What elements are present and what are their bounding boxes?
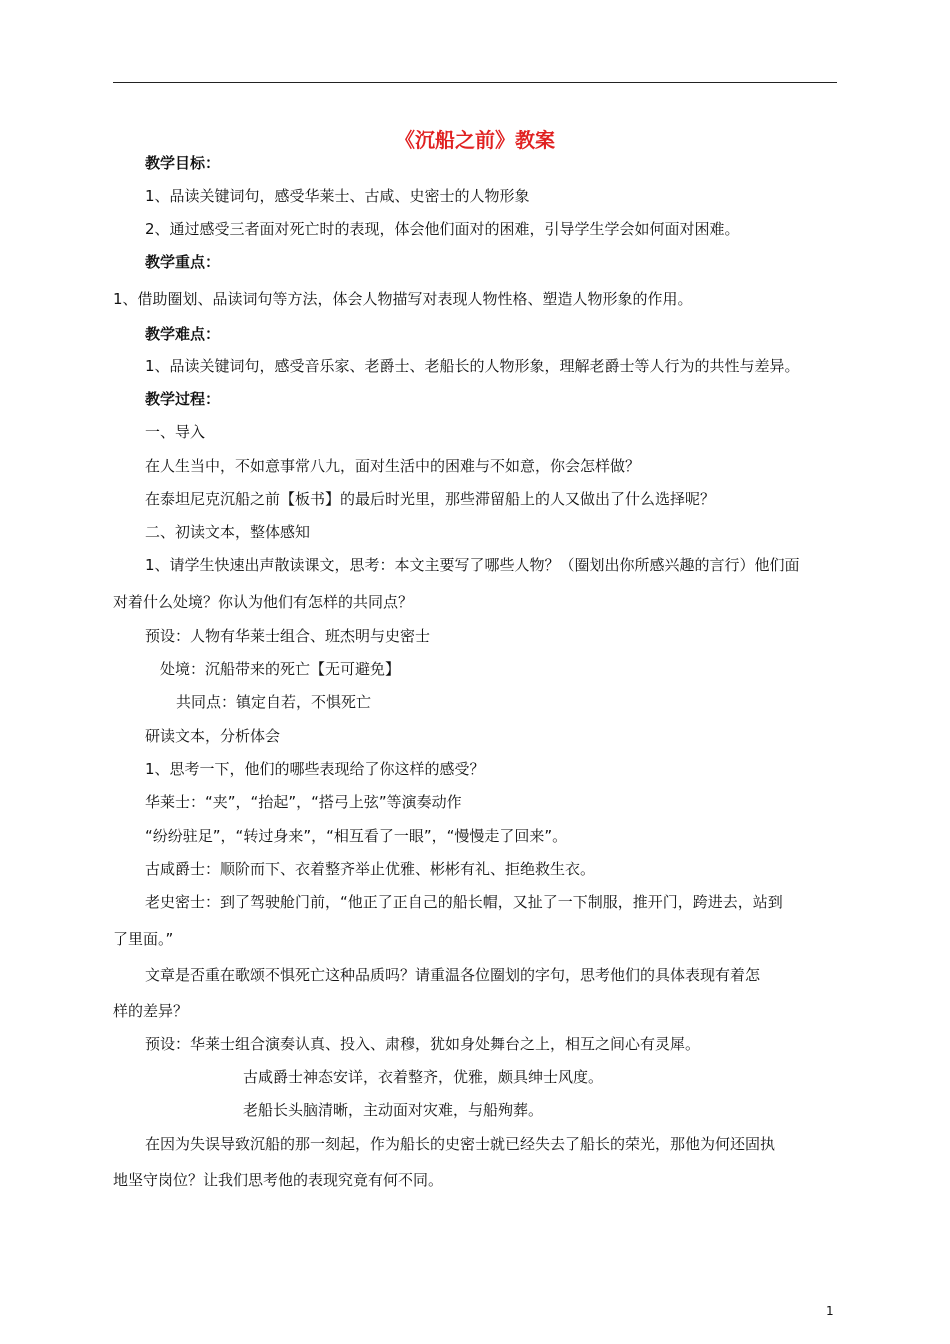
heading-key-points: 教学重点： [145, 253, 221, 271]
paragraph-line: 华莱士：“夹”，“抬起”，“搭弓上弦”等演奏动作 [145, 793, 462, 811]
heading-process: 教学过程： [145, 390, 221, 408]
section-heading: 二、初读文本，整体感知 [145, 523, 311, 541]
paragraph-line: 1、品读关键词句，感受华莱士、古咸、史密士的人物形象 [145, 187, 530, 205]
paragraph-line: 古咸爵士神态安详，衣着整齐，优雅，颇具绅士风度。 [243, 1068, 604, 1086]
paragraph-line: 在人生当中，不如意事常八九，面对生活中的困难与不如意，你会怎样做？ [145, 457, 641, 475]
paragraph-line: 处境：沉船带来的死亡【无可避免】 [160, 660, 401, 678]
paragraph-line: 在泰坦尼克沉船之前【板书】的最后时光里，那些滞留船上的人又做出了什么选择呢？ [145, 490, 716, 508]
paragraph-line: 老船长头脑清晰，主动面对灾难，与船殉葬。 [243, 1101, 544, 1119]
paragraph-line: 1、借助圈划、品读词句等方法，体会人物描写对表现人物性格、塑造人物形象的作用。 [113, 290, 693, 308]
paragraph-line: 样的差异？ [113, 1002, 189, 1020]
paragraph-line: 研读文本，分析体会 [145, 727, 281, 745]
paragraph-line: 1、品读关键词句，感受音乐家、老爵士、老船长的人物形象，理解老爵士等人行为的共性与差异。 [145, 357, 800, 375]
paragraph-line: 对着什么处境？你认为他们有怎样的共同点？ [113, 593, 414, 611]
paragraph-line: 在因为失误导致沉船的那一刻起，作为船长的史密士就已经失去了船长的荣光，那他为何还固执 [145, 1135, 776, 1153]
heading-teaching-goals: 教学目标： [145, 154, 221, 172]
paragraph-line: 老史密士：到了驾驶舱门前，“他正了正自己的船长帽，又扯了一下制服，推开门，跨进去，站到 [145, 893, 783, 911]
paragraph-line: “纷纷驻足”，“转过身来”，“相互看了一眼”，“慢慢走了回来”。 [145, 827, 568, 845]
heading-difficulties: 教学难点： [145, 325, 221, 343]
paragraph-line: 预设：人物有华莱士组合、班杰明与史密士 [145, 627, 431, 645]
header-rule [113, 82, 837, 83]
paragraph-line: 预设：华莱士组合演奏认真、投入、肃穆，犹如身处舞台之上，相互之间心有灵犀。 [145, 1035, 701, 1053]
paragraph-line: 文章是否重在歌颂不惧死亡这种品质吗？请重温各位圈划的字句，思考他们的具体表现有着怎 [145, 966, 761, 984]
paragraph-line: 1、思考一下，他们的哪些表现给了你这样的感受？ [145, 760, 485, 778]
section-heading: 一、导入 [145, 423, 206, 441]
paragraph-line: 了里面。” [113, 930, 174, 948]
paragraph-line: 2、通过感受三者面对死亡时的表现，体会他们面对的困难，引导学生学会如何面对困难。 [145, 220, 740, 238]
paragraph-line: 1、请学生快速出声散读课文，思考：本文主要写了哪些人物？（圈划出你所感兴趣的言行）他们面 [145, 556, 800, 574]
paragraph-line: 地坚守岗位？让我们思考他的表现究竟有何不同。 [113, 1171, 444, 1189]
page-number: 1 [826, 1304, 834, 1318]
paragraph-line: 共同点：镇定自若，不惧死亡 [176, 693, 372, 711]
document-title: 《沉船之前》教案 [395, 128, 555, 152]
paragraph-line: 古咸爵士：顺阶而下、衣着整齐举止优雅、彬彬有礼、拒绝救生衣。 [145, 860, 596, 878]
